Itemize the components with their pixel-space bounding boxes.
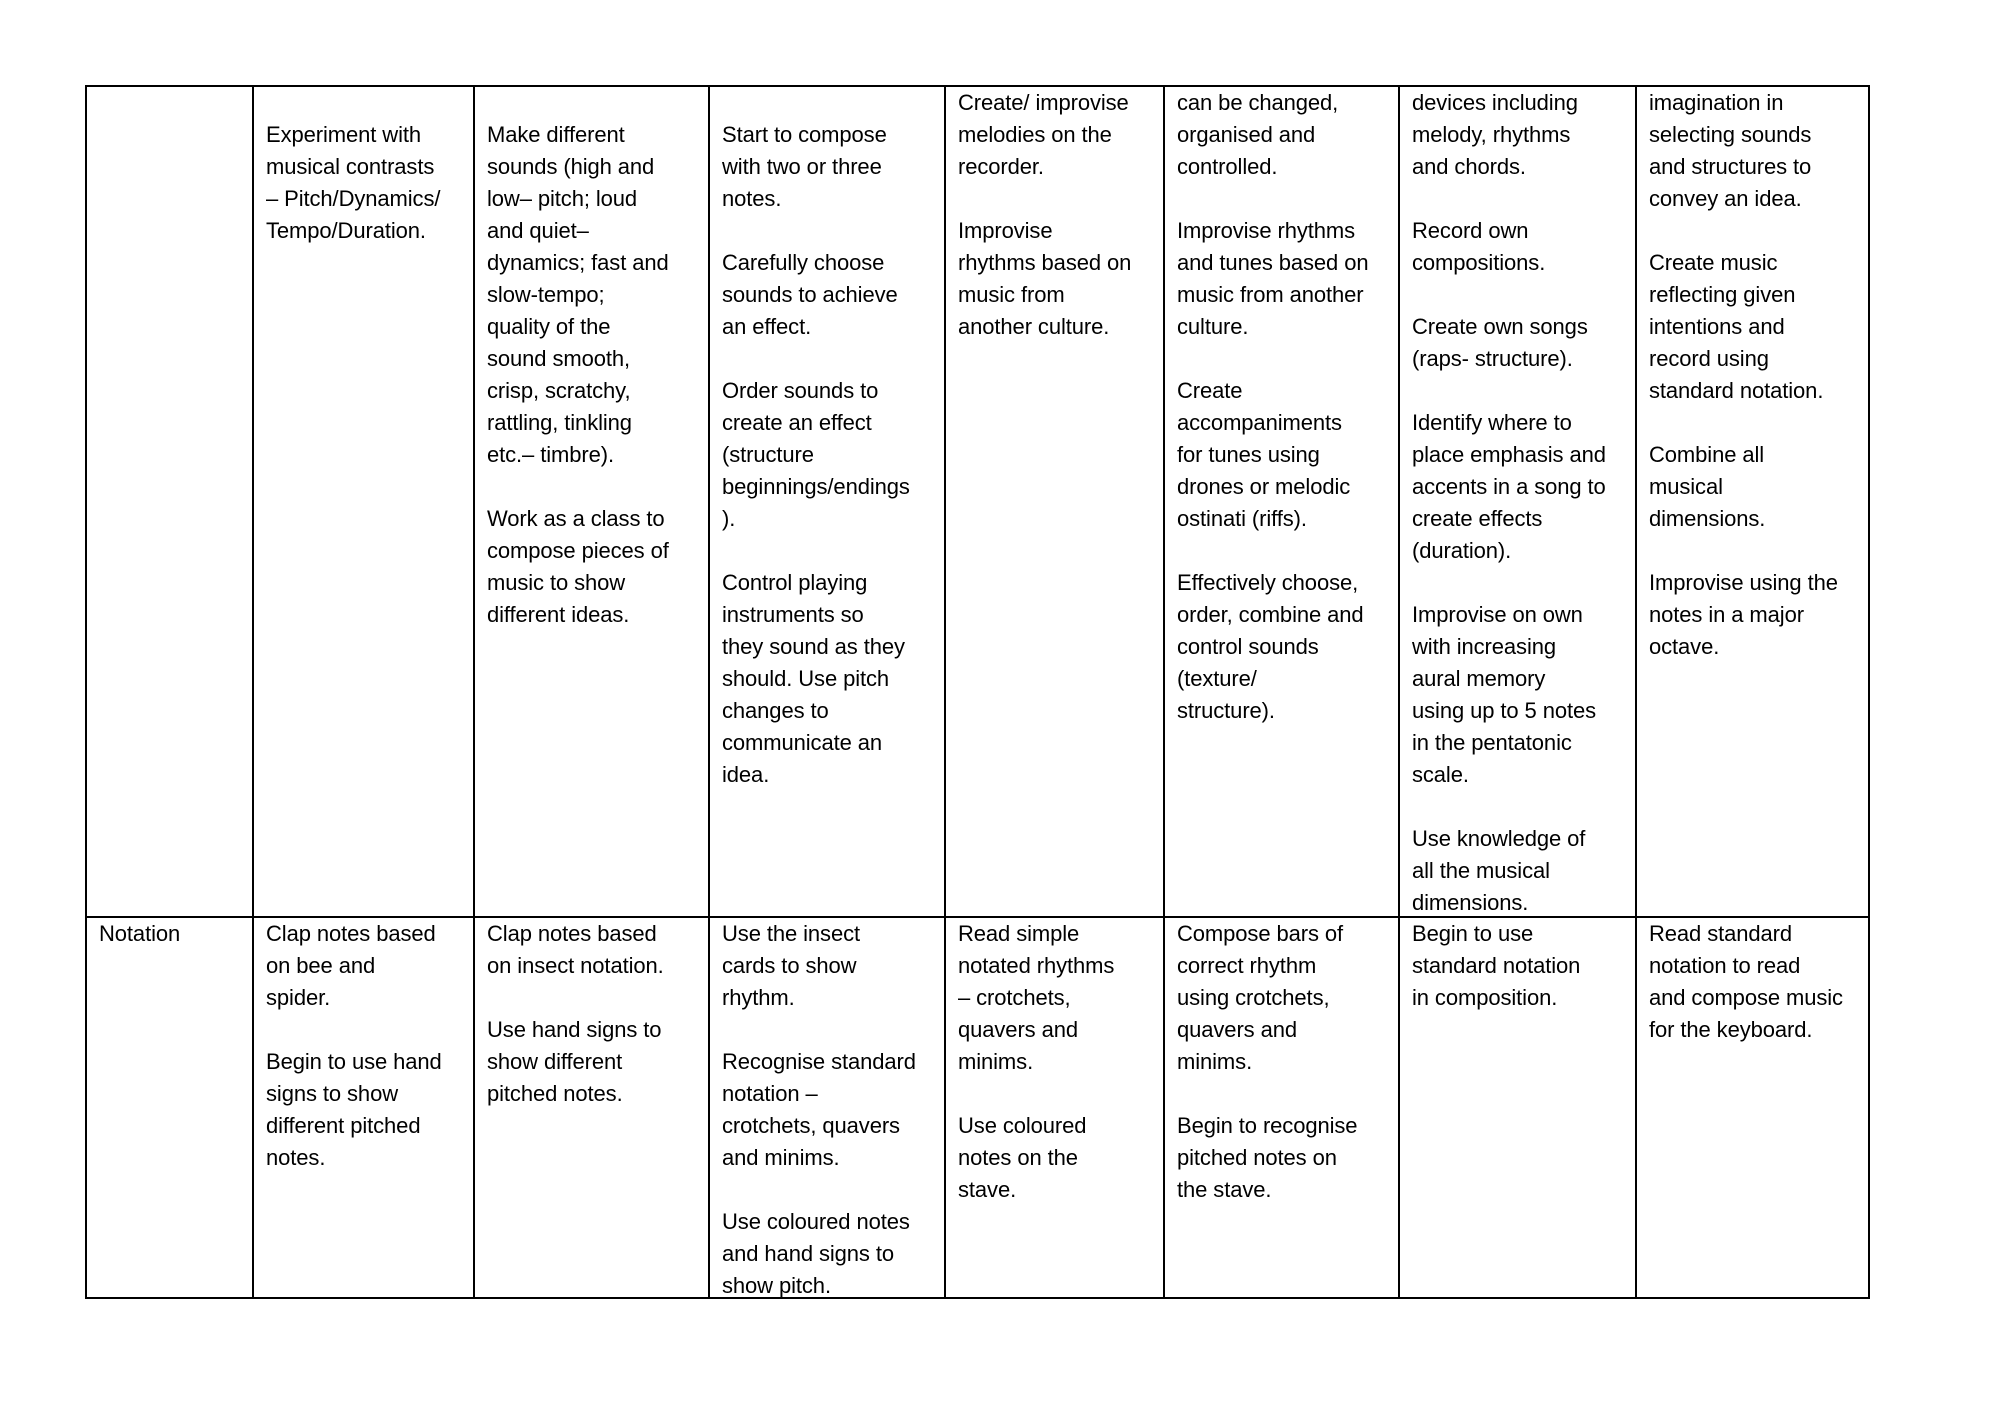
cell-text-line: and chords. [1412,154,1526,179]
cell-text-line [1412,183,1631,215]
cell-text-line: and tunes based on [1177,250,1369,275]
cell-text-line: Recognise standard [722,1049,916,1074]
cell-text-line: another culture. [958,314,1110,339]
cell-text-line: crotchets, quavers [722,1113,900,1138]
cell-text-line: musical [1649,474,1723,499]
cell-text-line [1412,375,1631,407]
cell-text-line: all the musical [1412,858,1550,883]
cell-text-line: can be changed, [1177,90,1339,115]
cell-text-line: and structures to [1649,154,1812,179]
cell-text-line: notes. [266,1145,326,1170]
cell-text-line: Combine all [1649,442,1765,467]
cell-text-line: minims. [958,1049,1034,1074]
cell-text-line: Improvise on own [1412,602,1583,627]
cell-text-line [958,183,1159,215]
cell-text-line: organised and [1177,122,1316,147]
cell-text-line: Use coloured notes [722,1209,910,1234]
cell-text-line: for the keyboard. [1649,1017,1813,1042]
cell-text-line: melody, rhythms [1412,122,1571,147]
cell-text-line: notation to read [1649,953,1801,978]
cell-text-line: control sounds [1177,634,1319,659]
cell-text-line [487,471,704,503]
cell-text-line: in the pentatonic [1412,730,1572,755]
cell-text-line [1177,343,1394,375]
cell-text-line [1177,535,1394,567]
cell-text-line: dimensions. [1412,890,1529,915]
cell-text-line: sounds to achieve [722,282,898,307]
cell-text-line: culture. [1177,314,1249,339]
cell-text-line: communicate an [722,730,883,755]
cell-text-line: standard notation. [1649,378,1824,403]
cell-text-line: rhythm. [722,985,795,1010]
cell-text-line: quavers and [1177,1017,1297,1042]
cell-text-line: (raps- structure). [1412,346,1573,371]
cell-text-line: Use hand signs to [487,1017,662,1042]
cell-text-line: structure). [1177,698,1275,723]
cell-text-line [1412,567,1631,599]
cell-text-line: slow-tempo; [487,282,605,307]
cell-text-line: Order sounds to [722,378,879,403]
cell-text-line: imagination in [1649,90,1784,115]
cell-text-line: using crotchets, [1177,985,1330,1010]
cell-text-line: (duration). [1412,538,1512,563]
cell-text-line: Read standard [1649,921,1793,946]
cell-text-line: standard notation [1412,953,1581,978]
cell-text-line: sounds (high and [487,154,655,179]
cell-text-line [722,535,940,567]
cell-text-line: rattling, tinkling [487,410,632,435]
cell-text-line: scale. [1412,762,1469,787]
cell-text-line: Use the insect [722,921,861,946]
cell-text-line: Carefully choose [722,250,885,275]
cell-text-line: ostinati (riffs). [1177,506,1307,531]
cell-text-line: crisp, scratchy, [487,378,631,403]
cell-text-line: compositions. [1412,250,1546,275]
cell-text-line [1649,215,1866,247]
cell-text-line: pitched notes. [487,1081,623,1106]
cell-text-line: stave. [958,1177,1017,1202]
cell-text-line: Start to compose [722,122,887,147]
cell-text-line: and quiet– [487,218,589,243]
cell-text-line: beginnings/endings [722,474,910,499]
cell-text-line: Begin to use [1412,921,1534,946]
row-label: Notation [99,921,181,946]
table-cell [1165,918,1398,1299]
cell-text-line: spider. [266,985,331,1010]
table-cell [946,918,1163,1299]
cell-text-line: with increasing [1412,634,1557,659]
cell-text-line: musical contrasts [266,154,435,179]
cell-text-line: different pitched [266,1113,421,1138]
cell-text-line: notated rhythms [958,953,1115,978]
cell-text-line: order, combine and [1177,602,1364,627]
cell-text-line: an effect. [722,314,812,339]
cell-text-line: signs to show [266,1081,398,1106]
cell-text-line: correct rhythm [1177,953,1317,978]
cell-text-line: Begin to recognise [1177,1113,1358,1138]
table-cell [1165,87,1398,916]
row-label-cell [87,87,252,916]
cell-text-line: Record own [1412,218,1529,243]
cell-text-line: accents in a song to [1412,474,1606,499]
cell-text-line: notes in a major [1649,602,1804,627]
cell-text-line: ). [722,506,736,531]
cell-text-line: etc.– timbre). [487,442,614,467]
cell-text-line: create effects [1412,506,1543,531]
cell-text-line: rhythms based on [958,250,1132,275]
cell-text-line: Effectively choose, [1177,570,1359,595]
cell-text-line: show pitch. [722,1273,831,1298]
cell-text-line: Improvise rhythms [1177,218,1356,243]
cell-text-line: music from [958,282,1065,307]
cell-text-line: melodies on the [958,122,1112,147]
table-cell [475,918,708,1299]
cell-text-line: drones or melodic [1177,474,1351,499]
cell-text-line: aural memory [1412,666,1546,691]
table-cell [1637,918,1870,1299]
cell-text-line: controlled. [1177,154,1278,179]
table-cell [1637,87,1870,916]
cell-text-line [722,343,940,375]
cell-text-line: pitched notes on [1177,1145,1337,1170]
cell-text-line: they sound as they [722,634,905,659]
table-cell [1400,87,1635,916]
cell-text-line: record using [1649,346,1769,371]
cell-text-line: intentions and [1649,314,1785,339]
cell-text-line [266,87,469,119]
cell-text-line: Identify where to [1412,410,1572,435]
cell-text-line: selecting sounds [1649,122,1812,147]
cell-text-line: Create music [1649,250,1778,275]
cell-text-line: Create [1177,378,1243,403]
cell-text-line [1177,1078,1394,1110]
cell-text-line: Make different [487,122,625,147]
cell-text-line: – crotchets, [958,985,1071,1010]
cell-text-line: notes. [722,186,782,211]
row-label-cell [87,918,252,1299]
cell-text-line: Work as a class to [487,506,665,531]
cell-text-line [1412,791,1631,823]
cell-text-line: low– pitch; loud [487,186,638,211]
cell-text-line: cards to show [722,953,857,978]
table-cell [710,87,944,916]
cell-text-line: place emphasis and [1412,442,1606,467]
cell-text-line: convey an idea. [1649,186,1802,211]
cell-text-line: show different [487,1049,623,1074]
cell-text-line: devices including [1412,90,1578,115]
curriculum-table [85,85,1870,1299]
cell-text-line: notes on the [958,1145,1078,1170]
cell-text-line: the stave. [1177,1177,1272,1202]
cell-text-line: quavers and [958,1017,1078,1042]
cell-text-line [266,1014,469,1046]
cell-text-line: using up to 5 notes [1412,698,1597,723]
cell-text-line: minims. [1177,1049,1253,1074]
cell-text-line: (texture/ [1177,666,1257,691]
cell-text-line: Compose bars of [1177,921,1344,946]
cell-text-line [1649,535,1866,567]
cell-text-line: notation – [722,1081,818,1106]
cell-text-line: accompaniments [1177,410,1342,435]
table-cell [946,87,1163,916]
table-cell [254,87,473,916]
cell-text-line: for tunes using [1177,442,1320,467]
cell-text-line: and minims. [722,1145,840,1170]
cell-text-line: compose pieces of [487,538,669,563]
cell-text-line [1412,279,1631,311]
cell-text-line: Clap notes based [487,921,657,946]
cell-text-line: on insect notation. [487,953,664,978]
cell-text-line: on bee and [266,953,376,978]
cell-text-line: Control playing [722,570,868,595]
cell-text-line: Create own songs [1412,314,1588,339]
cell-text-line [1649,407,1866,439]
cell-text-line: in composition. [1412,985,1558,1010]
cell-text-line: dimensions. [1649,506,1766,531]
cell-text-line: create an effect [722,410,872,435]
table-cell [475,87,708,916]
cell-text-line: different ideas. [487,602,630,627]
cell-text-line [722,215,940,247]
cell-text-line: dynamics; fast and [487,250,669,275]
cell-text-line: should. Use pitch [722,666,890,691]
cell-text-line: and hand signs to [722,1241,894,1266]
cell-text-line: reflecting given [1649,282,1796,307]
cell-text-line: Use coloured [958,1113,1087,1138]
cell-text-line: quality of the [487,314,611,339]
cell-text-line [1177,183,1394,215]
cell-text-line: (structure [722,442,814,467]
row-label [99,87,248,119]
cell-text-line: instruments so [722,602,864,627]
cell-text-line: octave. [1649,634,1720,659]
cell-text-line: music from another [1177,282,1364,307]
cell-text-line [722,1014,940,1046]
cell-text-line: Experiment with [266,122,422,147]
cell-text-line [958,1078,1159,1110]
cell-text-line: changes to [722,698,829,723]
cell-text-line: music to show [487,570,626,595]
cell-text-line: Create/ improvise [958,90,1129,115]
cell-text-line: Tempo/Duration. [266,218,426,243]
table-cell [254,918,473,1299]
cell-text-line: Use knowledge of [1412,826,1586,851]
cell-text-line: with two or three [722,154,882,179]
cell-text-line [722,1174,940,1206]
cell-text-line: recorder. [958,154,1044,179]
cell-text-line: Clap notes based [266,921,436,946]
cell-text-line: idea. [722,762,770,787]
cell-text-line [487,982,704,1014]
cell-text-line: Improvise using the [1649,570,1838,595]
cell-text-line: Read simple [958,921,1080,946]
cell-text-line [487,87,704,119]
table-cell [1400,918,1635,1299]
cell-text-line [722,87,940,119]
cell-text-line: sound smooth, [487,346,631,371]
cell-text-line: Improvise [958,218,1053,243]
table-cell [710,918,944,1299]
cell-text-line: Begin to use hand [266,1049,442,1074]
cell-text-line: – Pitch/Dynamics/ [266,186,441,211]
cell-text-line: and compose music [1649,985,1843,1010]
